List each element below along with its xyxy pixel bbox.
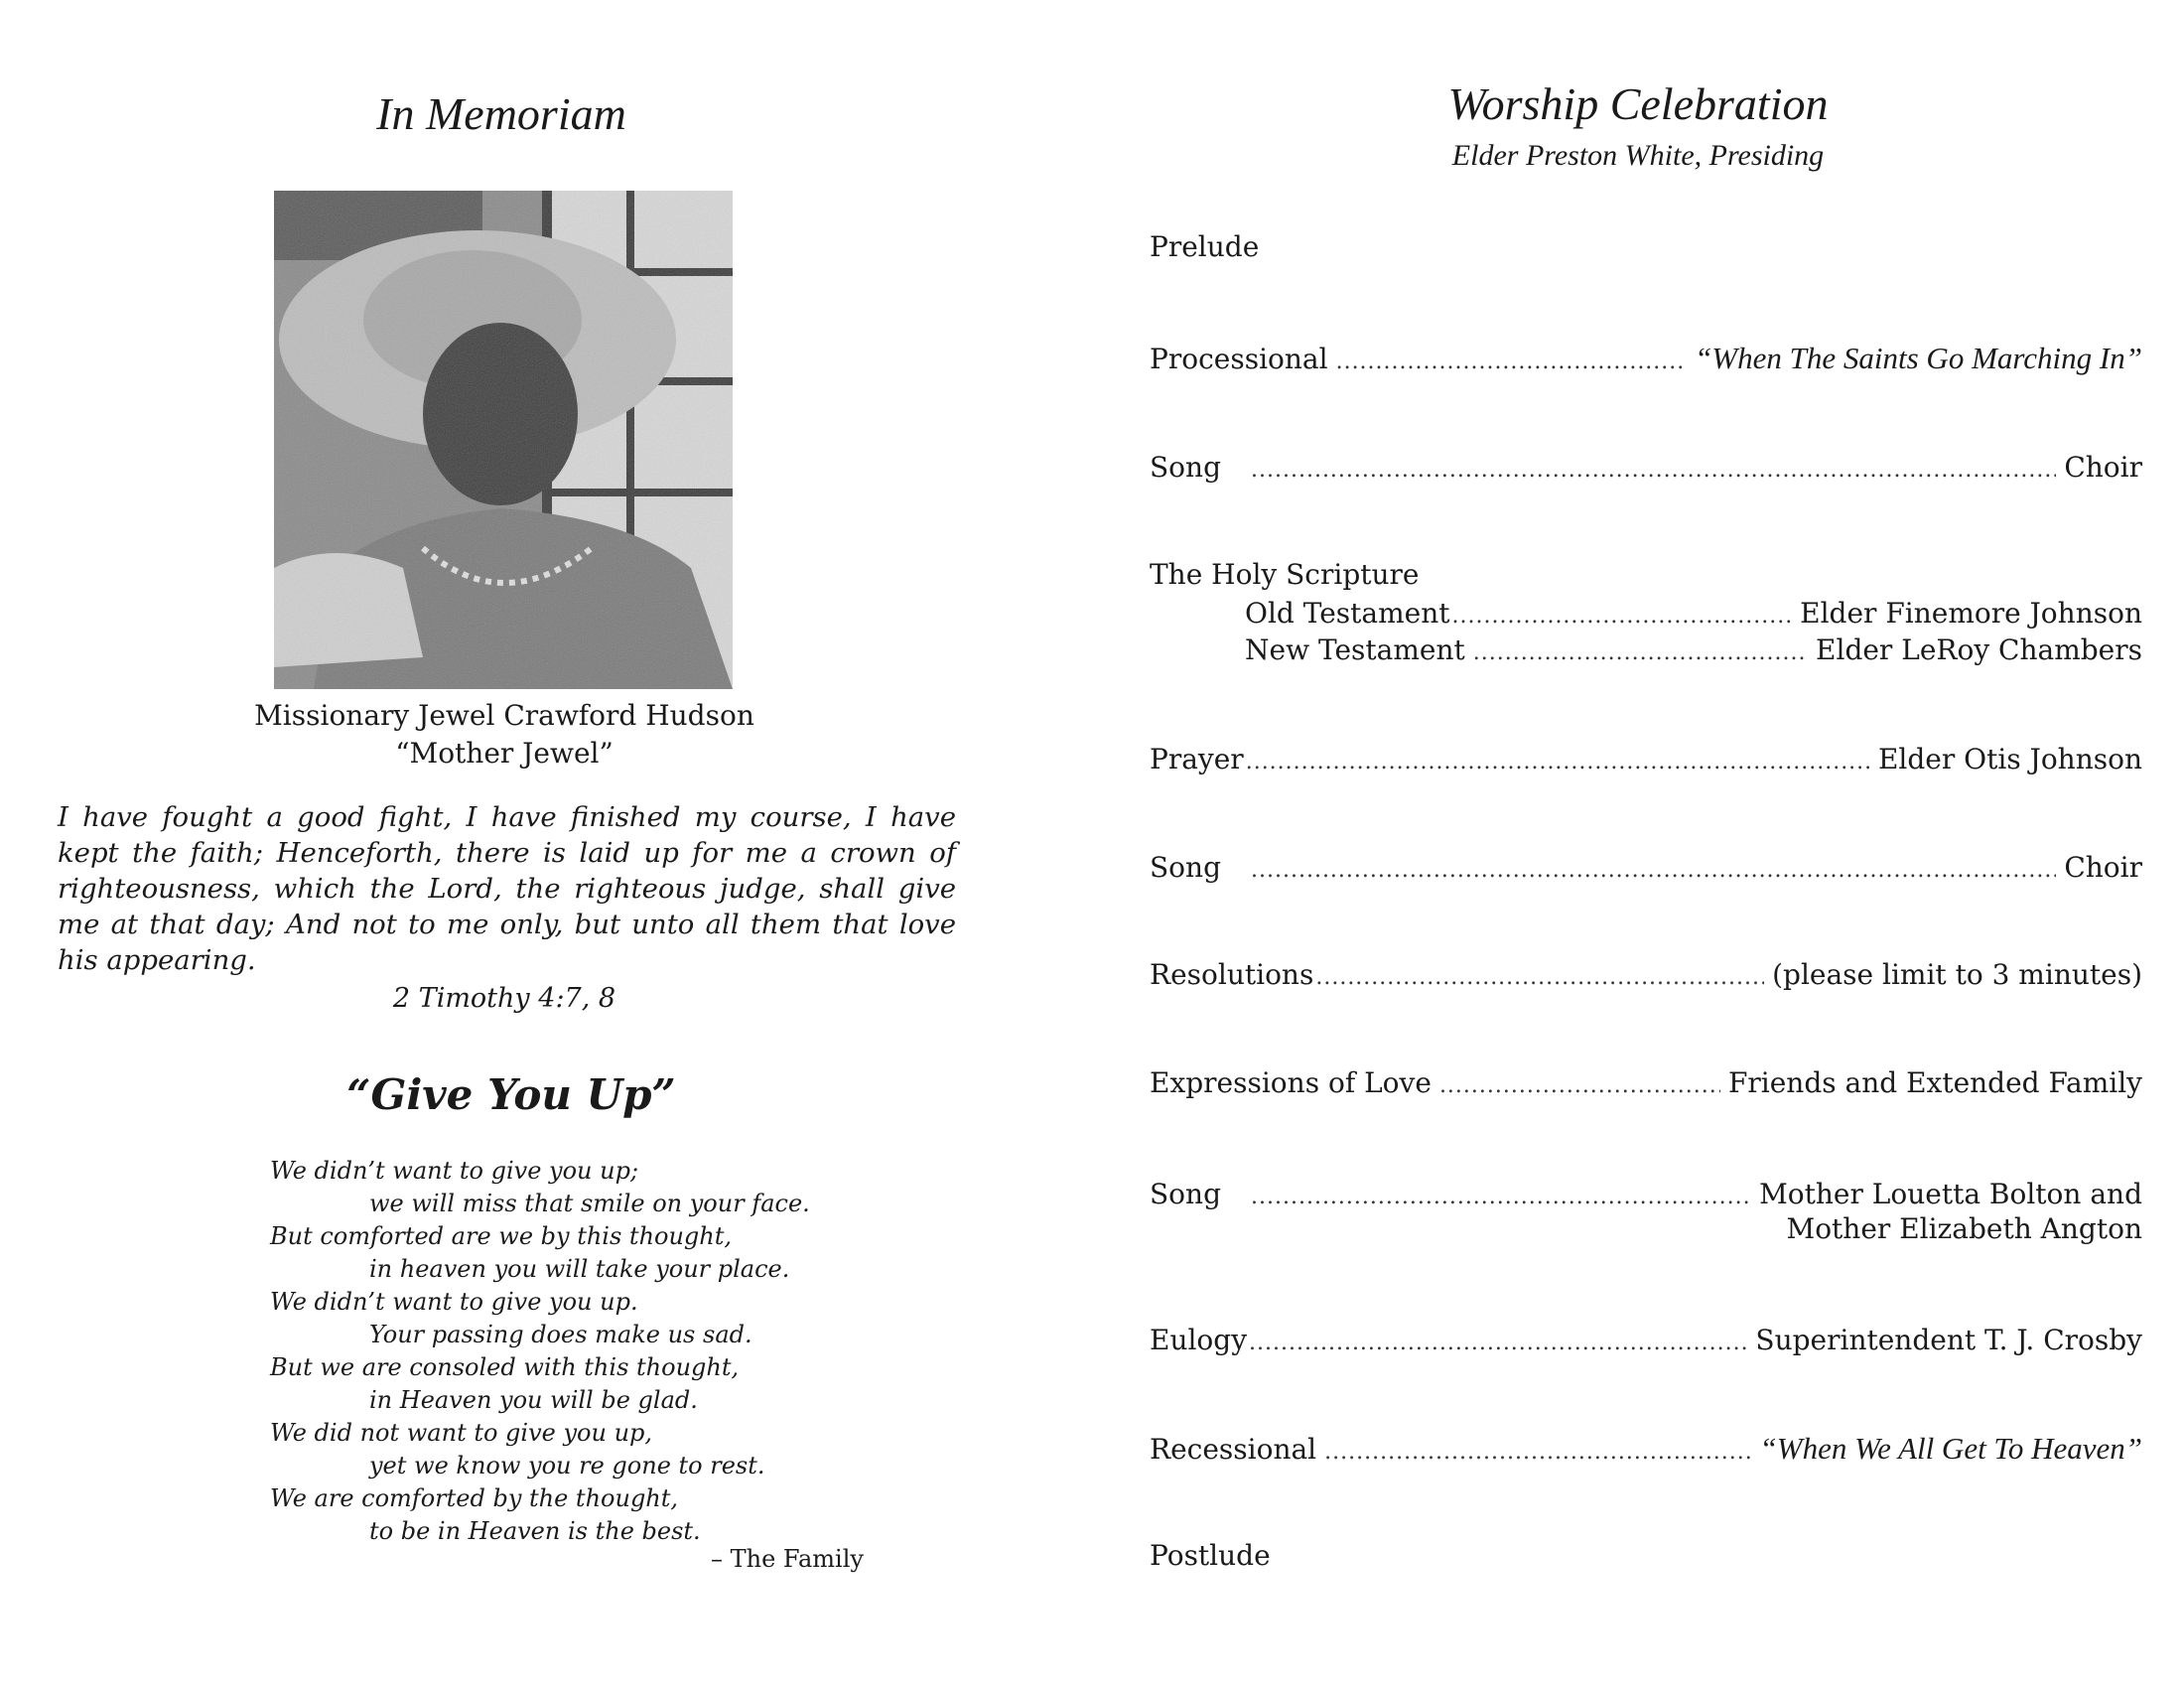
program-item-value-continued: Mother Elizabeth Angton: [1786, 1212, 2142, 1245]
dot-leader: [1324, 1434, 1751, 1472]
song-row: [1150, 449, 2142, 490]
dot-leader: [1473, 634, 1808, 672]
poem-line: in heaven you will take your place.: [369, 1255, 790, 1283]
program-item-label: Song: [1150, 1178, 1221, 1210]
processional-row: [1150, 340, 2142, 381]
program-item-value: Mother Louetta Bolton and: [1759, 1178, 2142, 1210]
dot-leader: [1336, 344, 1687, 381]
portrait-photo: [274, 191, 733, 689]
song-row: [1150, 849, 2142, 890]
dot-leader: [1251, 452, 2056, 490]
poem-line: We did not want to give you up,: [270, 1419, 653, 1447]
program-item-value: Elder Otis Johnson: [1877, 743, 2142, 775]
program-item-value: Superintendent T. J. Crosby: [1755, 1324, 2142, 1356]
scripture-heading: The Holy Scripture: [1150, 558, 1420, 591]
deceased-nickname: “Mother Jewel”: [395, 737, 614, 770]
presiding-officer: Elder Preston White, Presiding: [1451, 139, 1825, 172]
program-item-label: Recessional: [1150, 1433, 1317, 1466]
poem-line: in Heaven you will be glad.: [369, 1386, 698, 1414]
poem-line: We didn’t want to give you up;: [270, 1157, 639, 1185]
program-item-value: Choir: [2064, 851, 2142, 884]
song-row: [1150, 1176, 2142, 1216]
expressions-row: [1150, 1064, 2142, 1105]
program-item-label: Prayer: [1150, 743, 1244, 775]
eulogy-row: [1150, 1322, 2142, 1362]
poem-line: Your passing does make us sad.: [369, 1321, 752, 1348]
portrait-image: [274, 191, 733, 689]
verse-reference: 2 Timothy 4:7, 8: [392, 983, 616, 1014]
program-item-label: New Testament: [1245, 633, 1465, 666]
program-item-label: Processional: [1150, 343, 1328, 375]
postlude-item: Postlude: [1150, 1539, 1271, 1572]
program-item-label: Old Testament: [1245, 597, 1450, 630]
poem-line: yet we know you re gone to rest.: [369, 1452, 765, 1479]
old-testament-row: [1245, 595, 2142, 635]
poem-line: to be in Heaven is the best.: [369, 1517, 701, 1545]
program-item-label: Expressions of Love: [1150, 1066, 1432, 1099]
program-item-label: Song: [1150, 851, 1221, 884]
dot-leader: [1251, 852, 2056, 890]
program-page: [1092, 0, 2184, 1688]
program-item-value: Friends and Extended Family: [1727, 1066, 2142, 1099]
poem-signature: – The Family: [711, 1545, 864, 1573]
program-item-value: “When The Saints Go Marching In”: [1695, 341, 2142, 375]
dot-leader: [1452, 598, 1793, 635]
dot-leader: [1249, 1325, 1747, 1362]
program-item-label: Eulogy: [1150, 1324, 1248, 1356]
dot-leader: [1246, 744, 1870, 781]
memoriam-title: In Memoriam: [376, 88, 626, 139]
dot-leader: [1251, 1179, 1751, 1216]
poem-line: But comforted are we by this thought,: [270, 1222, 733, 1250]
poem-title: “Give You Up”: [346, 1070, 676, 1119]
program-item-value: (please limit to 3 minutes): [1772, 958, 2142, 991]
program-item-value: Elder Finemore Johnson: [1800, 597, 2142, 630]
poem: [270, 1155, 965, 1548]
poem-line: we will miss that smile on your face.: [369, 1190, 810, 1217]
program-title: Worship Celebration: [1447, 78, 1829, 129]
recessional-row: [1150, 1430, 2142, 1472]
resolutions-row: [1150, 956, 2142, 997]
program-item-label: Song: [1150, 451, 1221, 484]
program-item-value: Elder LeRoy Chambers: [1816, 633, 2142, 666]
program-item-value: Choir: [2064, 451, 2142, 484]
poem-line: But we are consoled with this thought,: [270, 1353, 740, 1381]
poem-line: We didn’t want to give you up.: [270, 1288, 638, 1316]
prayer-row: [1150, 741, 2142, 781]
program-item-value: “When We All Get To Heaven”: [1759, 1431, 2142, 1466]
program-item-label: Resolutions: [1150, 958, 1314, 991]
dot-leader: [1315, 959, 1764, 997]
scripture-verse: I have fought a good fight, I have finished my course, I have kept the faith; Henceforth, there is laid up for me a crown of righteousness, which the Lord, the righteous judge, shall give me at that day; And not to me only, but unto all them that love his appearing.: [58, 801, 956, 976]
deceased-name: Missionary Jewel Crawford Hudson: [254, 699, 754, 732]
prelude-item: Prelude: [1150, 230, 1260, 263]
dot-leader: [1439, 1067, 1720, 1105]
poem-line: We are comforted by the thought,: [270, 1484, 679, 1512]
new-testament-row: [1245, 632, 2142, 672]
